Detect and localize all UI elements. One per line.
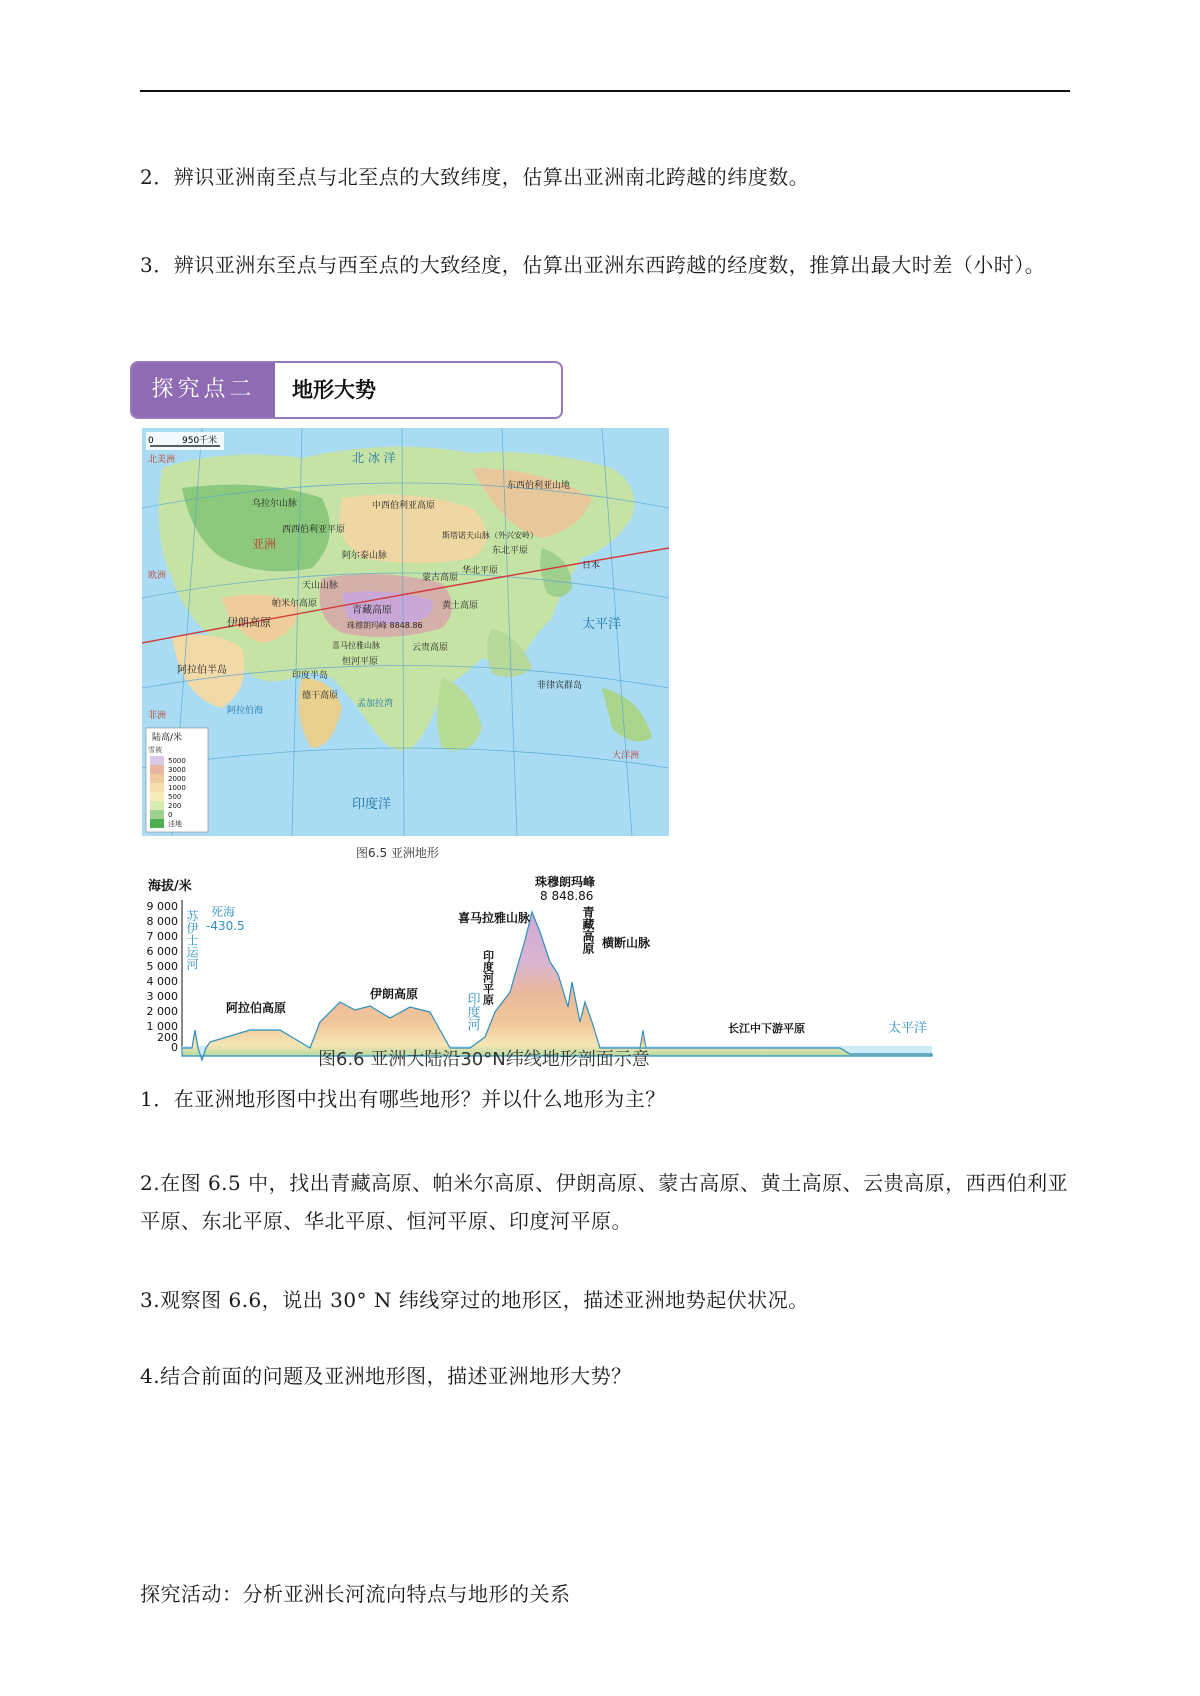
label-himalaya: 喜马拉雅山脉 xyxy=(458,911,531,925)
legend-swatch-0 xyxy=(150,756,164,765)
label-indian-ocean: 印度洋 xyxy=(352,797,392,812)
label-yangtze-plain: 长江中下游平原 xyxy=(728,1022,805,1035)
legend-level-7: 洼地 xyxy=(168,820,182,828)
question-3: 3.观察图 6.6，说出 30° N 纬线穿过的地形区，描述亚洲地势起伏状况。 xyxy=(140,1288,809,1312)
legend-swatch-4 xyxy=(150,792,164,801)
legend-level-5: 200 xyxy=(168,802,182,810)
ytick-8000: 8 000 xyxy=(146,915,178,928)
legend-level-6: 0 xyxy=(168,811,173,819)
section-banner xyxy=(130,361,563,419)
label-yungui-plateau: 云贵高原 xyxy=(412,643,449,653)
label-pamir: 帕米尔高原 xyxy=(272,599,318,609)
label-pacific-ocean-profile: 太平洋 xyxy=(888,1021,928,1036)
label-mongolian-plateau: 蒙古高原 xyxy=(422,573,459,583)
label-north-china-plain: 华北平原 xyxy=(462,566,499,576)
profile-ylabel: 海拔/米 xyxy=(148,879,192,894)
label-everest-value: 8 848.86 xyxy=(540,889,594,903)
ytick-6000: 6 000 xyxy=(146,945,178,958)
ytick-5000: 5 000 xyxy=(146,960,178,973)
question-2: 2.在图 6.5 中，找出青藏高原、帕米尔高原、伊朗高原、蒙古高原、黄土高原、云贵高原，西西伯利亚平原、东北平原、华北平原、恒河平原、印度河平原。 xyxy=(140,1171,1069,1233)
question-4: 4.结合前面的问题及亚洲地形图，描述亚洲地形大势？ xyxy=(140,1364,632,1388)
legend-level-1: 3000 xyxy=(168,766,186,774)
section-tag: 探究点二 xyxy=(132,363,275,417)
ytick-2000: 2 000 xyxy=(146,1005,178,1018)
ytick-3000: 3 000 xyxy=(146,990,178,1003)
label-arctic-ocean: 北 冰 洋 xyxy=(352,451,396,465)
ytick-200: 200 xyxy=(157,1031,178,1044)
label-oceania: 大洋洲 xyxy=(612,751,640,761)
label-everest-name: 珠穆朗玛峰 xyxy=(535,875,596,889)
label-stanovoy-range: 斯塔诺夫山脉（外兴安岭） xyxy=(442,531,538,540)
label-europe: 欧洲 xyxy=(148,571,167,581)
label-indian-peninsula: 印度半岛 xyxy=(292,671,329,681)
label-north-america: 北美洲 xyxy=(148,455,176,465)
ytick-4000: 4 000 xyxy=(146,975,178,988)
label-tianshan: 天山山脉 xyxy=(302,581,339,591)
label-indus-plain: 印度河平原 xyxy=(481,950,495,1005)
profile-caption: 图6.6 亚洲大陆沿30°N纬线地形剖面示意 xyxy=(318,1049,650,1070)
ytick-1000: 1 000 xyxy=(146,1020,178,1033)
label-bay-of-bengal: 孟加拉湾 xyxy=(357,699,394,709)
label-east-siberian-mountains: 东西伯利亚山地 xyxy=(507,481,571,491)
ytick-9000: 9 000 xyxy=(146,900,178,913)
legend-level-0: 5000 xyxy=(168,757,186,765)
label-dead-sea: 死海 xyxy=(211,905,236,919)
label-loess-plateau: 黄土高原 xyxy=(442,601,479,611)
label-west-siberian-plain: 西西伯利亚平原 xyxy=(282,525,346,535)
label-suez-canal: 苏伊士运河 xyxy=(185,910,199,970)
legend-swatches xyxy=(150,756,164,828)
label-arabian-plateau: 阿拉伯高原 xyxy=(226,1001,287,1015)
label-japan: 日本 xyxy=(582,561,601,571)
label-deccan-plateau: 德干高原 xyxy=(302,691,339,701)
label-central-siberian-plateau: 中西伯利亚高原 xyxy=(372,501,436,511)
label-arabian-sea: 阿拉伯海 xyxy=(227,706,264,716)
legend-title: 陆高/米 xyxy=(152,733,183,743)
legend-level-2: 2000 xyxy=(168,775,186,783)
map-scale-label: 950千米 xyxy=(182,436,218,446)
label-asia: 亚洲 xyxy=(252,537,277,551)
asia-terrain-map xyxy=(142,428,669,836)
label-northeast-plain: 东北平原 xyxy=(492,546,529,556)
legend-swatch-5 xyxy=(150,801,164,810)
header-rule xyxy=(140,90,1070,92)
legend-snow: 雪被 xyxy=(148,746,162,754)
label-indus-river: 印度河 xyxy=(464,992,480,1031)
question-latitude: 2．辨识亚洲南至点与北至点的大致纬度，估算出亚洲南北跨越的纬度数。 xyxy=(140,165,810,189)
label-iranian-plateau-profile: 伊朗高原 xyxy=(370,987,419,1001)
label-africa: 非洲 xyxy=(148,711,167,721)
legend-swatch-6 xyxy=(150,810,164,819)
section-title: 地形大势 xyxy=(292,378,376,402)
legend-swatch-7 xyxy=(150,819,164,828)
activity-heading: 探究活动：分析亚洲长河流向特点与地形的关系 xyxy=(140,1582,571,1606)
label-himalaya: 喜马拉雅山脉 xyxy=(332,641,380,650)
label-ganges-plain: 恒河平原 xyxy=(342,657,379,667)
label-arabian-peninsula: 阿拉伯半岛 xyxy=(177,665,227,676)
map-scale-zero: 0 xyxy=(148,436,154,446)
label-altai-mountains: 阿尔泰山脉 xyxy=(342,551,388,561)
label-qingzang-plateau: 青藏高原 xyxy=(352,605,392,616)
legend-level-4: 500 xyxy=(168,793,182,801)
map-caption: 图6.5 亚洲地形 xyxy=(356,846,439,860)
legend-swatch-3 xyxy=(150,783,164,792)
legend-swatch-2 xyxy=(150,774,164,783)
ytick-0: 0 xyxy=(171,1041,178,1054)
label-ural-mountains: 乌拉尔山脉 xyxy=(252,499,298,509)
label-qingzang-plateau-profile: 青藏高原 xyxy=(581,906,595,954)
ytick-7000: 7 000 xyxy=(146,930,178,943)
question-1: 1．在亚洲地形图中找出有哪些地形？并以什么地形为主？ xyxy=(140,1087,666,1111)
legend-swatch-1 xyxy=(150,765,164,774)
question-longitude: 3．辨识亚洲东至点与西至点的大致经度，估算出亚洲东西跨越的经度数，推算出最大时差（小时）。 xyxy=(140,253,1046,277)
label-everest: 珠穆朗玛峰 8848.86 xyxy=(347,621,423,630)
label-hengduan-mountains: 横断山脉 xyxy=(602,936,651,950)
label-philippines: 菲律宾群岛 xyxy=(537,681,583,691)
label-dead-sea-value: -430.5 xyxy=(206,919,245,933)
legend-level-3: 1000 xyxy=(168,784,186,792)
label-pacific-ocean: 太平洋 xyxy=(582,617,622,632)
label-iranian-plateau: 伊朗高原 xyxy=(227,616,271,629)
